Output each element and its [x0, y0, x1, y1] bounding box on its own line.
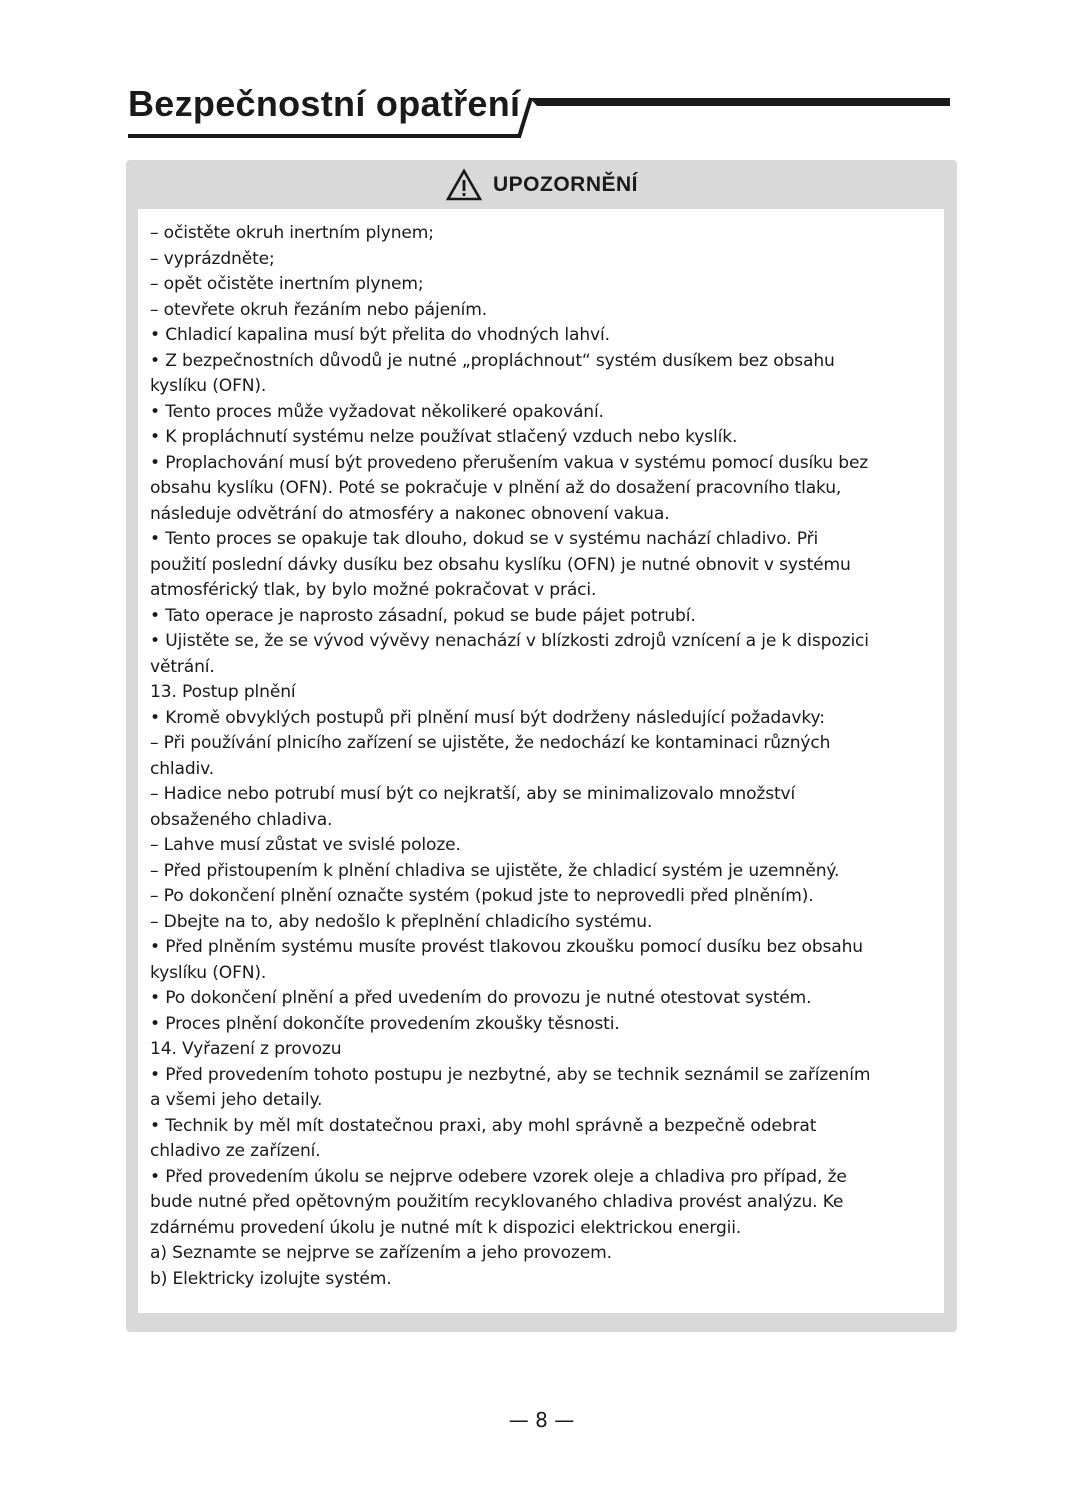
content-line: – Lahve musí zůstat ve svislé poloze. [150, 835, 461, 855]
content-line: – Při používání plnicího zařízení se ujistěte, že nedochází ke kontaminaci různých [150, 733, 831, 753]
content-line: • Ujistěte se, že se vývod vývěvy nenachází v blízkosti zdrojů vznícení a je k dispozici [150, 631, 869, 651]
content-line: • Před provedením úkolu se nejprve odebere vzorek oleje a chladiva pro případ, že [150, 1166, 847, 1187]
content-line: b) Elektricky izolujte systém. [150, 1268, 392, 1289]
warning-header [126, 160, 957, 210]
content-line: – Dbejte na to, aby nedošlo k přeplnění chladicího systému. [150, 911, 653, 932]
content-line: obsahu kyslíku (OFN). Poté se pokračuje v plnění až do dosažení pracovního tlaku, [150, 478, 842, 498]
content-line: chladiv. [150, 758, 215, 779]
content-line: • Tento proces může vyžadovat několikeré opakování. [150, 401, 604, 422]
content-line: atmosférický tlak, by bylo možné pokračovat v práci. [150, 580, 597, 600]
content-line: • Kromě obvyklých postupů při plnění musí být dodrženy následující požadavky: [150, 707, 825, 728]
content-line: – vyprázdněte; [150, 248, 275, 269]
content-line: – Před přistoupením k plnění chladiva se ujistěte, že chladicí systém je uzemněný. [150, 860, 840, 881]
content-line: • Technik by měl mít dostatečnou praxi, aby mohl správně a bezpečně odebrat [150, 1115, 817, 1136]
content-line: kyslíku (OFN). [150, 376, 267, 396]
content-line: • Z bezpečnostních důvodů je nutné „propláchnout“ systém dusíkem bez obsahu [150, 350, 835, 371]
page-number: — 8 — [508, 1408, 575, 1432]
content-line: • K propláchnutí systému nelze používat stlačený vzduch nebo kyslík. [150, 427, 738, 447]
content-line: bude nutné před opětovným použitím recyklovaného chladiva provést analýzu. Ke [150, 1192, 844, 1212]
content-line: • Tento proces se opakuje tak dlouho, dokud se v systému nachází chladivo. Při [150, 529, 819, 549]
content-line: a všemi jeho detaily. [150, 1090, 323, 1110]
content-line: • Tato operace je naprosto zásadní, pokud se bude pájet potrubí. [150, 605, 696, 626]
content-line: – Po dokončení plnění označte systém (pokud jste to neprovedli před plněním). [150, 886, 814, 906]
content-line: kyslíku (OFN). [150, 962, 267, 983]
warning-box [126, 160, 957, 1332]
content-line: • Chladicí kapalina musí být přelita do vhodných lahví. [150, 325, 610, 345]
content-line: a) Seznamte se nejprve se zařízením a jeho provozem. [150, 1243, 612, 1263]
content-line: – očistěte okruh inertním plynem; [150, 223, 434, 243]
content-line: • Po dokončení plnění a před uvedením do provozu je nutné otestovat systém. [150, 988, 812, 1008]
content-line: chladivo ze zařízení. [150, 1141, 321, 1161]
page-title: Bezpečnostní opatření [128, 83, 521, 124]
content-line: použití poslední dávky dusíku bez obsahu kyslíku (OFN) je nutné obnovit v systému [150, 554, 851, 575]
content-line: obsaženého chladiva. [150, 809, 333, 830]
content-line: • Před provedením tohoto postupu je nezbytné, aby se technik seznámil se zařízením [150, 1064, 871, 1085]
content-line: následuje odvětrání do atmosféry a nakonec obnovení vakua. [150, 503, 670, 524]
content-line: • Proplachování musí být provedeno přerušením vakua v systému pomocí dusíku bez [150, 452, 869, 473]
section-heading: 13. Postup plnění [150, 682, 296, 702]
content-line: • Před plněním systému musíte provést tlakovou zkoušku pomocí dusíku bez obsahu [150, 937, 863, 957]
content-line: větrání. [150, 656, 215, 677]
content-line: – opět očistěte inertním plynem; [150, 274, 424, 294]
content-line: – otevřete okruh řezáním nebo pájením. [150, 299, 488, 320]
content-line: – Hadice nebo potrubí musí být co nejkratší, aby se minimalizovalo množství [150, 784, 796, 804]
content-line: zdárnému provedení úkolu je nutné mít k dispozici elektrickou energii. [150, 1217, 742, 1238]
section-heading: 14. Vyřazení z provozu [150, 1039, 342, 1059]
content-line: • Proces plnění dokončíte provedením zkoušky těsnosti. [150, 1013, 620, 1034]
warning-triangle-icon [445, 168, 483, 202]
warning-content [138, 209, 944, 1313]
warning-title: UPOZORNĚNÍ [492, 173, 638, 196]
